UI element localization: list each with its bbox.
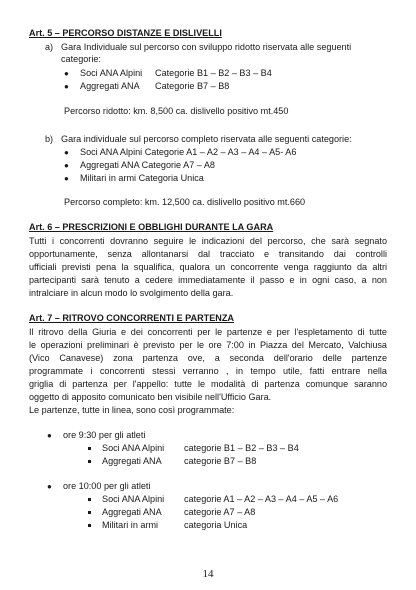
art5-heading: Art. 5 – PERCORSO DISTANZE E DISLIVELLI [29,28,222,38]
square-bullet-icon [88,460,91,463]
art5-a-route: Percorso ridotto: km. 8,500 ca. dislivello positivo mt.450 [64,106,289,116]
bullet-dot: ● [64,82,69,91]
art7-start2-item3-left: Militari in armi [102,520,159,530]
art7-start2-item2-left: Aggregati ANA [102,507,162,517]
art6-heading: Art. 6 – PRESCRIZIONI E OBBLIGHI DURANTE LA GARA [29,222,274,232]
square-bullet-icon [88,511,91,514]
art5-b-route: Percorso completo: km. 12,500 ca. dislivello positivo mt.660 [64,197,306,207]
art5-b-item1: Soci ANA Alpini Categorie A1 – A2 – A3 – A4 – A5- A6 [80,147,297,157]
art7-line2: le operazioni preliminari è previsto per le ore 7:00 in Piazza del Mercato, Valchiusa [29,340,387,350]
art7-start2-item1-right: categorie A1 – A2 – A3 – A4 – A5 – A6 [184,494,339,504]
art5-b-marker: b) [45,134,54,144]
art5-b-line1: Gara individuale sul percorso completo riservata alle seguenti categorie: [61,134,352,144]
art6-line4: partecipanti sarà tenuto a cedere immediatamente il passo e in ogni caso, a non [29,275,387,285]
art5-a-item1-right: Categorie B1 – B2 – B3 – B4 [155,68,272,78]
art5-a-item1-left: Soci ANA Alpini [80,68,143,78]
art5-b-item2: Aggregati ANA Categorie A7 – A8 [80,160,215,170]
art5-a-line2: categorie: [61,54,101,64]
page-number: 14 [202,568,214,580]
art5-a-item2-right: Categorie B7 – B8 [155,81,230,91]
art7-line1: Il ritrovo della Giuria e dei concorrenti per le partenze e per l'espletamento di tutte [29,327,387,337]
art7-start2-item1-left: Soci ANA Alpini [102,494,165,504]
art7-start1-time: ore 9:30 per gli atleti [63,430,146,440]
bullet-dot: ● [47,482,52,491]
bullet-dot: ● [64,161,69,170]
art6-line3: ufficiali previsti pena la squalifica, qualora un concorrente venga raggiunto da altri [29,262,387,272]
art6-line5: intralciare in alcun modo lo svolgimento della gara. [29,288,234,298]
art7-start2-time: ore 10:00 per gli atleti [63,481,151,491]
bullet-dot: ● [64,174,69,183]
art7-start2-item3-right: categoria Unica [184,520,248,530]
bullet-dot: ● [64,69,69,78]
square-bullet-icon [88,524,91,527]
art7-start2-item2-right: categorie A7 – A8 [184,507,256,517]
art7-start1-item1-right: categorie B1 – B2 – B3 – B4 [184,443,299,453]
art7-line4: programmate i concorrenti stessi verranno , in tempo utile, fatti entrare nella [29,366,387,376]
bullet-dot: ● [47,431,52,440]
art7-start1-item2-right: categorie B7 – B8 [184,456,257,466]
art7-line3: (Vico Canavese) zona partenza ove, a seconda dell'orario delle partenze [29,353,387,363]
art7-last-line: Le partenze, tutte in linea, sono così programmate: [29,405,235,415]
bullet-dot: ● [64,148,69,157]
square-bullet-icon [88,498,91,501]
art7-line6: oggetto di apposito comunicato ben visibile nell'Ufficio Gara. [29,392,272,402]
art6-line2: opportunamente, senza allontanarsi dal tracciato e transitando dai controlli [29,249,387,259]
art5-a-item2-left: Aggregati ANA [80,81,140,91]
art7-heading: Art. 7 – RITROVO CONCORRENTI E PARTENZA [29,313,234,323]
art6-line1: Tutti i concorrenti dovranno seguire le indicazioni del percorso, che sarà segnato [29,236,387,246]
art5-a-marker: a) [45,42,54,52]
art7-line5: griglia di partenza per l'appello: tutte le modalità di partenza comunque saranno [29,379,387,389]
art5-a-line1: Gara Individuale sul percorso con sviluppo ridotto riservata alle seguenti [61,42,352,52]
art5-b-item3: Militari in armi Categoria Unica [80,173,204,183]
art7-start1-item2-left: Aggregati ANA [102,456,162,466]
square-bullet-icon [88,447,91,450]
art7-start1-item1-left: Soci ANA Alpini [102,443,165,453]
